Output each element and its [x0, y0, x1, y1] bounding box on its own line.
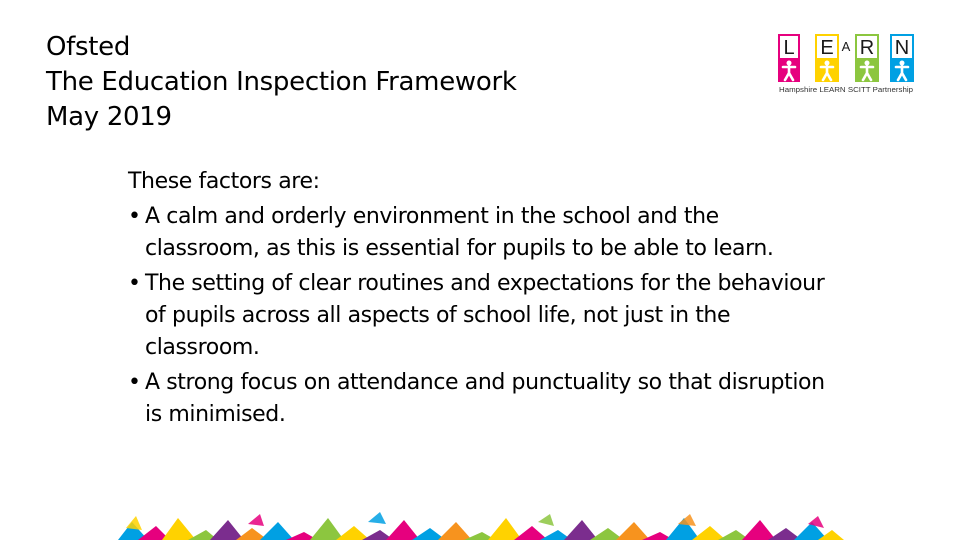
bullet-item-2: • The setting of clear routines and expectations for the behaviour of pupils across all aspects of school life, not just in the classroom.: [128, 268, 828, 364]
title-line-1: Ofsted: [46, 32, 131, 62]
slide-title: [46, 30, 517, 135]
confetti-banner-icon: [118, 512, 844, 540]
logo-letter-r: R: [859, 37, 875, 59]
learn-logo: [778, 34, 916, 96]
slide-body: [128, 166, 828, 434]
logo-letter-e: E: [820, 37, 834, 59]
logo-tagline: Hampshire LEARN SCITT Partnership: [779, 87, 914, 94]
logo-letter-l: L: [783, 37, 795, 59]
title-line-2: The Education Inspection Framework: [46, 67, 517, 97]
bullet-list: [128, 201, 828, 431]
logo-letter-a: A: [841, 39, 851, 54]
bullet-item-1: • A calm and orderly environment in the school and the classroom, as this is essential for pupils to be able to learn.: [128, 201, 828, 265]
logo-letter-n: N: [894, 37, 910, 59]
title-line-3: May 2019: [46, 102, 172, 132]
bullet-item-3: • A strong focus on attendance and punctuality so that disruption is minimised.: [128, 367, 828, 431]
intro-text: These factors are:: [128, 169, 320, 194]
